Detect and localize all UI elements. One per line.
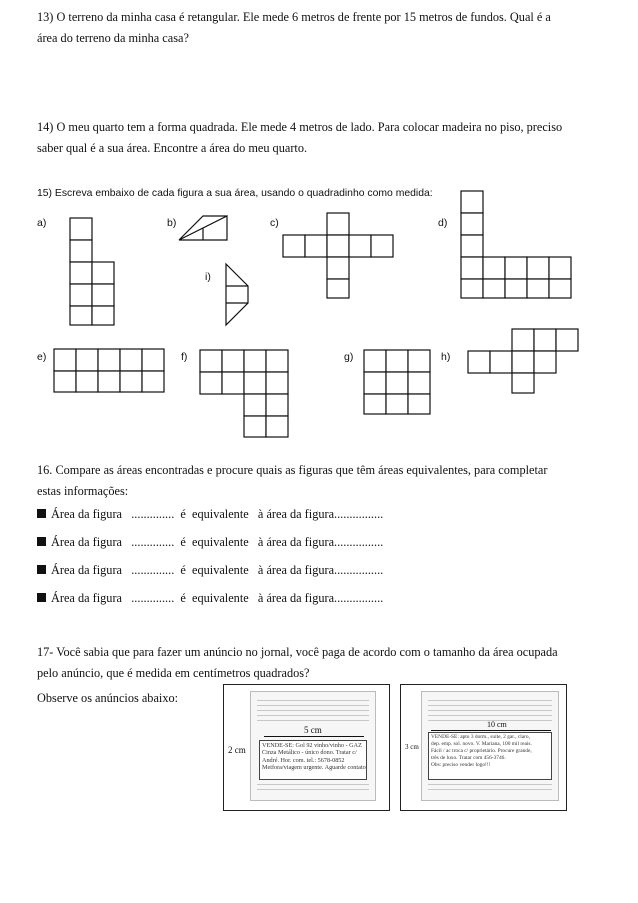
ad-1-height-label: 2 cm bbox=[228, 745, 246, 755]
label-a: a) bbox=[37, 217, 47, 229]
figure-g bbox=[364, 350, 430, 414]
newspaper-clipping bbox=[421, 691, 559, 801]
equivalence-row-1: Área da figura .............. é equivalente à área da figura................ bbox=[37, 507, 383, 522]
bullet-icon bbox=[37, 593, 46, 602]
label-b: b) bbox=[167, 217, 177, 229]
label-g: g) bbox=[344, 351, 354, 363]
question-16-line-1: 16. Compare as áreas encontradas e procure quais as figuras que têm áreas equivalentes, para completar bbox=[37, 463, 548, 477]
question-17-line-1: 17- Você sabia que para fazer um anúncio no jornal, você paga de acordo com o tamanho da área ocupada bbox=[37, 645, 558, 659]
figure-h bbox=[468, 329, 578, 393]
ad-text-box bbox=[259, 740, 367, 780]
label-d: d) bbox=[438, 217, 448, 229]
figure-e bbox=[54, 349, 164, 392]
question-14-line-1: 14) O meu quarto tem a forma quadrada. Ele mede 4 metros de lado. Para colocar madeira no piso, preciso bbox=[37, 120, 563, 134]
figure-d bbox=[461, 191, 571, 298]
newspaper-ad-1 bbox=[223, 684, 390, 811]
label-f: f) bbox=[181, 351, 188, 363]
width-dimension-line bbox=[264, 736, 364, 737]
figure-b bbox=[179, 216, 227, 240]
figure-f bbox=[200, 350, 288, 437]
question-14-line-2: saber qual é a sua área. Encontre a área do meu quarto. bbox=[37, 141, 308, 155]
label-e: e) bbox=[37, 351, 47, 363]
equivalence-row-2: Área da figura .............. é equivalente à área da figura................ bbox=[37, 535, 383, 550]
label-c: c) bbox=[270, 217, 279, 229]
question-17-line-3: Observe os anúncios abaixo: bbox=[37, 691, 179, 705]
question-13-line-2: área do terreno da minha casa? bbox=[37, 31, 189, 45]
width-dimension-line bbox=[431, 730, 551, 731]
ad-2-width-label: 10 cm bbox=[487, 720, 507, 729]
question-13-line-1: 13) O terreno da minha casa é retangular. Ele mede 6 metros de frente por 15 metros de fundos. Qual é a bbox=[37, 10, 551, 24]
ad-1-text: VENDE-SE: Gol 92 vinho/vinho - GAZ Cinza Metálico - único dono. Tratar c/ André. Hor. com. tel.: 5678-0852 Metfora/viagem urgente. Aguarde contato bbox=[262, 742, 366, 772]
ad-2-text: VENDE-SE: apto 3 dorm., suíte, 2 gar., claro, dep. emp. sol. novo. V. Mariana, 100 mil reais. Fácil / ac troca c/ proprietário. Procure grande, três de luxo. Tratar com 456-3746. Obs: preciso vender logo!!! bbox=[431, 734, 532, 768]
bullet-icon bbox=[37, 537, 46, 546]
bullet-icon bbox=[37, 509, 46, 518]
bullet-icon bbox=[37, 565, 46, 574]
question-16-line-2: estas informações: bbox=[37, 484, 129, 498]
equivalence-row-4: Área da figura .............. é equivalente à área da figura................ bbox=[37, 591, 383, 606]
question-15-title: 15) Escreva embaixo de cada figura a sua área, usando o quadradinho como medida: bbox=[37, 188, 433, 199]
newspaper-ad-2 bbox=[400, 684, 567, 811]
label-h: h) bbox=[441, 351, 451, 363]
label-i: i) bbox=[205, 271, 211, 283]
ad-2-height-label: 3 cm bbox=[405, 743, 419, 751]
equivalence-row-3: Área da figura .............. é equivalente à área da figura................ bbox=[37, 563, 383, 578]
question-17-line-2: pelo anúncio, que é medida em centímetros quadrados? bbox=[37, 666, 310, 680]
figure-a bbox=[70, 218, 114, 325]
figure-i bbox=[226, 264, 248, 325]
newspaper-clipping bbox=[250, 691, 376, 801]
figure-c bbox=[283, 213, 393, 298]
ad-text-box bbox=[428, 732, 552, 780]
ad-1-width-label: 5 cm bbox=[304, 725, 322, 735]
